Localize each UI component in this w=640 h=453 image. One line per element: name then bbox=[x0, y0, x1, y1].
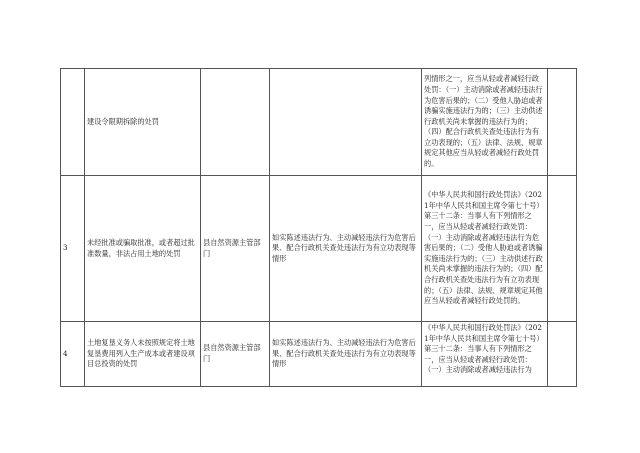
legal-basis: 列情形之一，应当从轻或者减轻行政处罚：（一）主动消除或者减轻违法行为危害后果的；（二）受他人胁迫或者诱骗实施违法行为的；（三）主动供述行政机关尚未掌握的违法行为的；（四）配合行政机关查处违法行为有立功表现的；（五）法律、法规、规章规定其他应当从轻或者减轻行政处罚的。 bbox=[422, 69, 548, 176]
row-number: 4 bbox=[61, 322, 85, 387]
penalty-item: 未经批准或骗取批准，或者超过批准数量，非法占用土地的处罚 bbox=[85, 176, 201, 322]
responsible-department: 县自然资源主管部门 bbox=[201, 176, 270, 322]
penalty-item: 建设令限期拆除的处罚 bbox=[85, 69, 201, 176]
responsible-department: 县自然资源主管部门 bbox=[201, 322, 270, 387]
applicable-conditions: 如实陈述违法行为、主动减轻违法行为危害后果、配合行政机关查处违法行为有立功表现等情形 bbox=[270, 322, 422, 387]
table-row bbox=[61, 322, 577, 387]
row-number bbox=[61, 69, 85, 176]
table-row bbox=[61, 69, 577, 176]
remarks bbox=[548, 176, 577, 322]
row-number: 3 bbox=[61, 176, 85, 322]
responsible-department bbox=[201, 69, 270, 176]
legal-basis: 《中华人民共和国行政处罚法》（2021年中华人民共和国主席令第七十号）第三十二条：当事人有下列情形之一，应当从轻或者减轻行政处罚：（一）主动消除或者减轻违法行为危害后果的；（二）受他人胁迫或者诱骗实施违法行为的；（三）主动供述行政机关尚未掌握的违法行为的；（四）配合行政机关查处违法行为有立功表现的；（五）法律、法规、规章规定其他应当从轻或者减轻行政处罚的。 bbox=[422, 176, 548, 322]
penalty-item: 土地复垦义务人未按照规定将土地复垦费用列入生产成本或者建设项目总投资的处罚 bbox=[85, 322, 201, 387]
remarks bbox=[548, 322, 577, 387]
legal-basis: 《中华人民共和国行政处罚法》（2021年中华人民共和国主席令第七十号）第三十二条：当事人有下列情形之一，应当从轻或者减轻行政处罚：（一）主动消除或者减轻违法行为 bbox=[422, 322, 548, 387]
remarks bbox=[548, 69, 577, 176]
table-row bbox=[61, 176, 577, 322]
penalty-table bbox=[60, 68, 577, 387]
applicable-conditions bbox=[270, 69, 422, 176]
applicable-conditions: 如实陈述违法行为、主动减轻违法行为危害后果、配合行政机关查处违法行为有立功表现等情形 bbox=[270, 176, 422, 322]
